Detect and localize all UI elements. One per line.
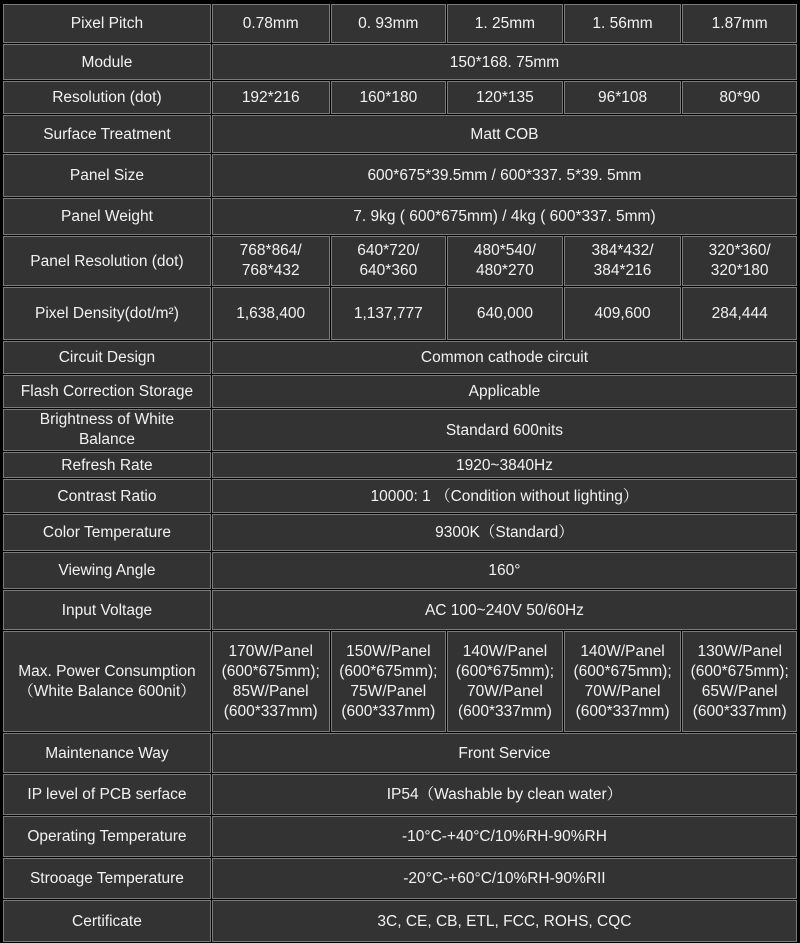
cell-line: (600*337mm) — [575, 702, 670, 720]
cell-line: 480*270 — [476, 262, 534, 279]
spec-value: Applicable — [212, 375, 797, 408]
spec-row-panel-weight — [3, 198, 797, 235]
spec-value: 1920~3840Hz — [212, 452, 797, 478]
spec-value-col-2 — [331, 236, 447, 286]
cell-line: 384*216 — [593, 262, 652, 279]
spec-value: 3C, CE, CB, ETL, FCC, ROHS, CQC — [212, 900, 797, 942]
spec-value: Front Service — [212, 733, 797, 773]
spec-value-col-5: 284,444 — [682, 287, 797, 340]
cell-line: 140W/Panel — [462, 642, 548, 660]
spec-table — [2, 3, 798, 943]
spec-label: IP level of PCB serface — [3, 774, 211, 815]
spec-value: 10000: 1 （Condition without lighting） — [212, 479, 797, 513]
spec-row-resolution-dot — [3, 81, 797, 114]
spec-label: Panel Weight — [3, 198, 211, 235]
spec-table-body — [3, 4, 797, 942]
cell-line: 768*432 — [241, 262, 300, 279]
spec-value-col-2 — [331, 631, 447, 732]
spec-row-contrast-ratio — [3, 479, 797, 513]
cell-line: （White Balance 600nit） — [18, 682, 196, 700]
spec-row-pixel-density-dot-m — [3, 287, 797, 340]
spec-value-col-2: 0. 93mm — [331, 4, 447, 43]
spec-value-col-3: 640,000 — [447, 287, 563, 340]
spec-value: IP54（Washable by clean water） — [212, 774, 797, 815]
cell-line: 640*360 — [359, 262, 418, 279]
spec-label: Operating Temperature — [3, 816, 211, 857]
spec-value-col-5: 1.87mm — [682, 4, 797, 43]
spec-row-certificate — [3, 900, 797, 942]
spec-value-col-1 — [212, 631, 330, 732]
spec-value: 7. 9kg ( 600*675mm) / 4kg ( 600*337. 5mm) — [212, 198, 797, 235]
spec-value-col-4: 96*108 — [564, 81, 682, 114]
spec-value: -10°C-+40°C/10%RH-90%RH — [212, 816, 797, 857]
spec-value: Common cathode circuit — [212, 341, 797, 374]
spec-row-color-temperature — [3, 514, 797, 551]
spec-label: Surface Treatment — [3, 115, 211, 153]
cell-line: (600*337mm) — [692, 702, 787, 720]
spec-value-col-5: 80*90 — [682, 81, 797, 114]
spec-value-col-1: 0.78mm — [212, 4, 330, 43]
spec-row-operating-temperature — [3, 816, 797, 857]
cell-line: (600*337mm) — [457, 702, 552, 720]
spec-value: 600*675*39.5mm / 600*337. 5*39. 5mm — [212, 154, 797, 197]
cell-line: (600*337mm) — [223, 702, 318, 720]
spec-value: 150*168. 75mm — [212, 44, 797, 80]
spec-row-brightness-of-white-balance — [3, 409, 797, 451]
spec-label: Panel Size — [3, 154, 211, 197]
spec-row-surface-treatment — [3, 115, 797, 153]
spec-value-col-4 — [564, 631, 682, 732]
spec-row-max-power-consumption-white-balance-600nit — [3, 631, 797, 732]
spec-value-col-3: 1. 25mm — [447, 4, 563, 43]
cell-line: 480*540/ — [473, 242, 536, 259]
spec-row-ip-level-of-pcb-serface — [3, 774, 797, 815]
spec-label: Maintenance Way — [3, 733, 211, 773]
cell-line: 170W/Panel — [228, 642, 313, 660]
spec-value-col-3 — [447, 631, 563, 732]
spec-value-col-2: 1,137,777 — [331, 287, 447, 340]
cell-line: (600*675mm); — [339, 662, 438, 680]
spec-label: Resolution (dot) — [3, 81, 211, 114]
spec-value: Matt COB — [212, 115, 797, 153]
spec-label: Flash Correction Storage — [3, 375, 211, 408]
spec-value-col-4: 409,600 — [564, 287, 682, 340]
cell-line: 70W/Panel — [584, 682, 661, 700]
spec-row-maintenance-way — [3, 733, 797, 773]
cell-line: Balance — [78, 431, 135, 448]
cell-line: 75W/Panel — [350, 682, 427, 700]
spec-label: Color Temperature — [3, 514, 211, 551]
spec-row-panel-size — [3, 154, 797, 197]
spec-row-pixel-pitch — [3, 4, 797, 43]
cell-line: 140W/Panel — [580, 642, 665, 660]
cell-line: 384*432/ — [591, 242, 654, 259]
spec-value-col-3: 120*135 — [447, 81, 563, 114]
spec-value-col-1: 1,638,400 — [212, 287, 330, 340]
spec-label — [3, 631, 211, 732]
cell-line: 640*720/ — [357, 242, 420, 259]
cell-line: 150W/Panel — [346, 642, 431, 660]
cell-line: Brightness of White — [39, 411, 175, 428]
spec-value: 160° — [212, 552, 797, 589]
spec-label: Input Voltage — [3, 590, 211, 630]
cell-line: 130W/Panel — [697, 642, 782, 660]
spec-row-input-voltage — [3, 590, 797, 630]
spec-row-module — [3, 44, 797, 80]
spec-value-col-3 — [447, 236, 563, 286]
spec-label: Module — [3, 44, 211, 80]
spec-value-col-4: 1. 56mm — [564, 4, 682, 43]
spec-row-flash-correction-storage — [3, 375, 797, 408]
spec-label: Pixel Density(dot/m²) — [3, 287, 211, 340]
cell-line: 320*180 — [710, 262, 769, 279]
spec-value-col-1 — [212, 236, 330, 286]
cell-line: 320*360/ — [708, 242, 771, 259]
spec-label: Refresh Rate — [3, 452, 211, 478]
cell-line: 768*864/ — [239, 242, 302, 259]
spec-label — [3, 409, 211, 451]
spec-row-panel-resolution-dot — [3, 236, 797, 286]
spec-row-circuit-design — [3, 341, 797, 374]
spec-row-viewing-angle — [3, 552, 797, 589]
cell-line: (600*675mm); — [690, 662, 789, 680]
spec-value-col-1: 192*216 — [212, 81, 330, 114]
spec-row-refresh-rate — [3, 452, 797, 478]
spec-label: Pixel Pitch — [3, 4, 211, 43]
spec-label: Viewing Angle — [3, 552, 211, 589]
spec-label: Strooage Temperature — [3, 858, 211, 899]
spec-value: -20°C-+60°C/10%RH-90%RII — [212, 858, 797, 899]
spec-label: Certificate — [3, 900, 211, 942]
cell-line: (600*675mm); — [573, 662, 672, 680]
cell-line: (600*675mm); — [455, 662, 555, 680]
spec-value-col-4 — [564, 236, 682, 286]
spec-value: AC 100~240V 50/60Hz — [212, 590, 797, 630]
spec-label: Circuit Design — [3, 341, 211, 374]
spec-row-strooage-temperature — [3, 858, 797, 899]
spec-value-col-2: 160*180 — [331, 81, 447, 114]
cell-line: 70W/Panel — [467, 682, 543, 700]
cell-line: (600*675mm); — [221, 662, 320, 680]
cell-line: 65W/Panel — [701, 682, 778, 700]
cell-line: (600*337mm) — [341, 702, 436, 720]
cell-line: Max. Power Consumption — [18, 662, 196, 680]
spec-label: Panel Resolution (dot) — [3, 236, 211, 286]
spec-value: 9300K（Standard） — [212, 514, 797, 551]
spec-label: Contrast Ratio — [3, 479, 211, 513]
cell-line: 85W/Panel — [232, 682, 309, 700]
spec-value-col-5 — [682, 236, 797, 286]
spec-value: Standard 600nits — [212, 409, 797, 451]
spec-value-col-5 — [682, 631, 797, 732]
